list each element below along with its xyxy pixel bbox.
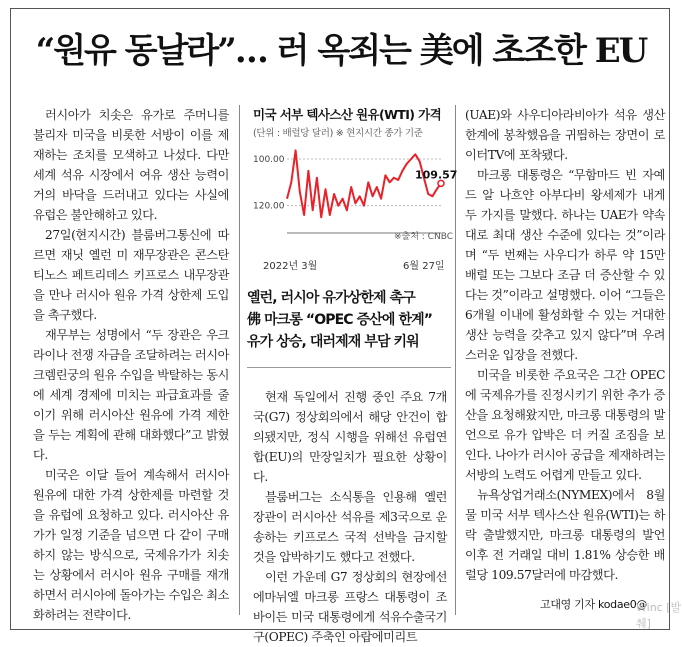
wti-series-line bbox=[287, 150, 441, 217]
last-value-label: 109.57 bbox=[415, 168, 457, 182]
y-tick-label: 120.00 bbox=[253, 201, 285, 212]
chart-title: 미국 서부 텍사스산 원유(WTI) 가격 bbox=[253, 107, 442, 122]
watermark: Winc [발췌] bbox=[636, 601, 682, 630]
paragraph: 재무부는 성명에서 “두 장관은 우크라이나 전쟁 자금을 조달하려는 러시아 크렘린궁의 원유 수입을 박탈하는 동시에 세계 경제에 미치는 파급효과를 줄이기 위해 러시아산 원유에 가격 제한을 두는 계획에 관해 대화했다”고 밝혔다. bbox=[33, 328, 229, 462]
subhead-line: 유가 상승, 대러제재 부담 키워 bbox=[247, 334, 419, 350]
paragraph: 미국은 이달 들어 계속해서 러시아 원유에 대한 가격 상한제를 마련할 것을 유럽에 요청하고 있다. 러시아산 유가가 일정 기준을 넘으면 다 같이 구매하지 않는 방식으로, 국제유가가 치솟는 상황에서 러시아 원유 구매를 재개하면서 러시아에 돌아가는 수입은 최소화하려는 전략이다. bbox=[33, 468, 229, 622]
y-tick-label: 100.00 bbox=[253, 155, 285, 165]
right-column bbox=[465, 105, 665, 585]
chart-subtitle: (단위 : 배럴당 달러) ※ 현지시간 종가 기준 bbox=[253, 128, 423, 139]
subhead-divider bbox=[247, 367, 451, 368]
chart-source: ※출처 : CNBC bbox=[394, 232, 453, 242]
x-end-label: 6월 27일 bbox=[403, 261, 445, 272]
left-column bbox=[33, 105, 229, 625]
paragraph: (UAE)와 사우디아라비아가 석유 생산 한계에 봉착했음을 귀띔하는 장면이 로이터TV에 포착됐다. bbox=[465, 108, 665, 162]
subheadline bbox=[247, 287, 453, 353]
paragraph: 27일(현지시간) 블룸버그통신에 따르면 재닛 옐런 미 재무장관은 콘스탄티노스 페트리데스 키프로스 내무장관을 만나 러시아 원유 가격 상한제 도입을 촉구했다. bbox=[33, 228, 229, 322]
article-frame bbox=[10, 8, 670, 644]
paragraph: 뉴욕상업거래소(NYMEX)에서 8월물 미국 서부 텍사스산 원유(WTI)는 하락 출발했지만, 마크롱 대통령의 발언 이후 전 거래일 대비 1.81% 상승한 배럴당 109.57달러에 마감했다. bbox=[465, 488, 665, 582]
paragraph: 마크롱 대통령은 “무함마드 빈 자예드 알 나흐얀 아부다비 왕세제가 내게 두 가지를 말했다. 하나는 UAE가 약속대로 최대 생산 수준에 있다는 것”이라며 “두 번째는 사우디가 하루 약 15만 배럴 또는 그보다 조금 더 증산할 수 있다는 것”이라고 설명했다. 이어 “그들은 6개월 이내에 활성화할 수 있는 거대한 생산 능력을 갖추고 있지 않다”며 우려스러운 입장을 전했다. bbox=[465, 168, 665, 362]
middle-column bbox=[253, 387, 447, 647]
x-start-label: 2022년 3월 bbox=[263, 261, 318, 272]
subhead-line: 옐런, 러시아 유가상한제 촉구 bbox=[247, 290, 415, 306]
wti-price-chart bbox=[245, 105, 457, 273]
byline: 고대영 기자 kodae0@ bbox=[540, 598, 648, 611]
column-divider bbox=[239, 105, 240, 615]
headline: “원유 동날라”… 러 옥죄는 美에 초조한 EU bbox=[35, 31, 647, 71]
paragraph: 미국을 비롯한 주요국은 그간 OPEC에 국제유가를 진정시키기 위한 추가 증산을 요청해왔지만, 마크롱 대통령의 발언으로 유가 압박은 더 커질 조짐을 보인다. 나아가 러시아 공급을 제재하려는 서방의 노력도 어렵게 만들고 있다. bbox=[465, 368, 665, 482]
subhead-line: 佛 마크롱 “OPEC 증산에 한계” bbox=[247, 312, 432, 328]
paragraph: 이런 가운데 G7 정상회의 현장에선 에마뉘엘 마크롱 프랑스 대통령이 조 바이든 미국 대통령에게 석유수출국기구(OPEC) 주축인 아랍에미리트 bbox=[253, 570, 447, 644]
paragraph: 현재 독일에서 진행 중인 주요 7개국(G7) 정상회의에서 해당 안건이 합의됐지만, 정식 시행을 위해선 유럽연합(EU)의 만장일치가 필요한 상황이다. bbox=[253, 390, 447, 484]
paragraph: 러시아가 치솟은 유가로 주머니를 불리자 미국을 비롯한 서방이 이를 제재하는 조치를 모색하고 나섰다. 다만 세계 석유 시장에서 여유 생산 능력이 거의 바닥을 드러내고 있다는 사실에 유럽은 불안해하고 있다. bbox=[33, 108, 229, 222]
paragraph: 블룸버그는 소식통을 인용해 옐런 장관이 러시아산 석유를 제3국으로 운송하는 키프로스 국적 선박을 금지할 것을 압박하기도 했다고 전했다. bbox=[253, 490, 447, 564]
